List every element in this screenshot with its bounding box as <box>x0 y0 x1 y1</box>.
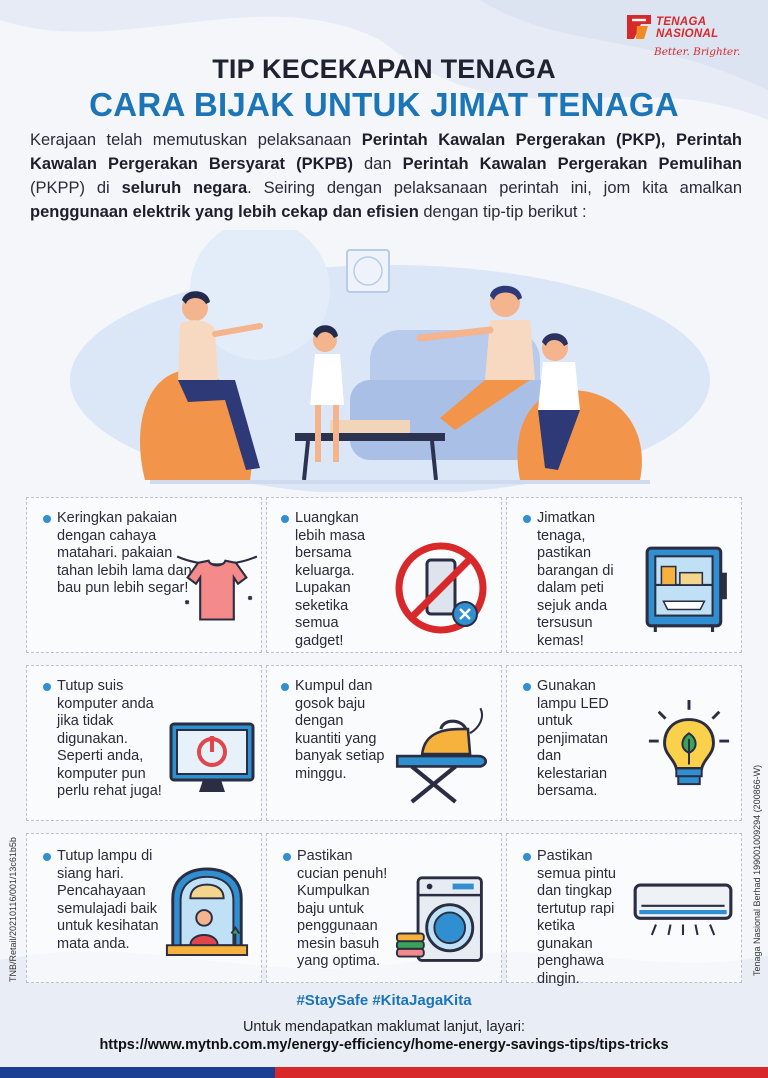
reference-code: TNB/Retail/20210116/001/13c61b5b <box>8 837 18 982</box>
tnb-logo-icon <box>624 12 654 42</box>
tip-text: Keringkan pakaian dengan cahaya matahari. pakaian tahan lebih lama dan bau pun lebih segar! <box>57 510 192 596</box>
tip-text: Tutup suis komputer anda jika tidak digunakan. Seperti anda, komputer pun perlu rehat juga! <box>57 678 175 801</box>
intro-text-1: Kerajaan telah memutuskan pelaksanaan <box>30 131 362 149</box>
intro-bold-4: penggunaan elektrik yang lebih cekap dan efisien <box>30 203 419 221</box>
intro-bold-2: Perintah Kawalan Pergerakan Pemulihan <box>402 155 742 173</box>
logo-slogan: Better. Brighter. <box>654 46 741 58</box>
shirt-drying-icon <box>175 546 259 630</box>
tip-card-6 <box>506 665 742 821</box>
tip-card-8 <box>266 833 502 983</box>
air-conditioner-icon <box>631 878 735 942</box>
tip-card-4 <box>26 665 262 821</box>
family-illustration <box>60 230 720 492</box>
no-phone-icon <box>391 538 491 638</box>
intro-text-3: (PKPP) di <box>30 179 122 197</box>
tip-card-5 <box>266 665 502 821</box>
washing-machine-icon <box>393 874 493 970</box>
tip-text: Jimatkan tenaga, pastikan barangan di dalam peti sejuk anda tersusun kemas! <box>537 510 632 650</box>
page-title: TIP KECEKAPAN TENAGA <box>212 54 556 84</box>
page-subtitle: CARA BIJAK UNTUK JIMAT TENAGA <box>89 86 679 123</box>
tip-text: Pastikan cucian penuh! Kumpulkan baju untuk penggunaan mesin basuh yang optima. <box>297 848 393 971</box>
logo-line2: NASIONAL <box>656 28 719 40</box>
tip-text: Kumpul dan gosok baju dengan kuantiti yang banyak setiap minggu. <box>295 678 393 783</box>
intro-text-4: . Seiring dengan pelaksanaan perintah ini, jom kita amalkan <box>247 179 743 197</box>
intro-bold-3: seluruh negara <box>121 179 248 197</box>
tip-text: Pastikan semua pintu dan tingkap tertutup rapi ketika gunakan penghawa dingin. <box>537 848 625 988</box>
logo-line1: TENAGA <box>656 16 707 28</box>
tip-card-2 <box>266 497 502 653</box>
tip-card-7 <box>26 833 262 983</box>
tip-card-3 <box>506 497 742 653</box>
intro-paragraph <box>30 128 742 224</box>
tip-card-1 <box>26 497 262 653</box>
bottom-color-bar <box>0 1067 768 1078</box>
intro-bold-1: Perintah Kawalan Pergerakan (PKP), Perintah Kawalan Pergerakan Bersyarat (PKPB) <box>30 131 742 173</box>
tip-text: Tutup lampu di siang hari. Pencahayaan semulajadi baik untuk kesihatan mata anda. <box>57 848 163 953</box>
tip-text: Luangkan lebih masa bersama keluarga. Lupakan seketika semua gadget! <box>295 510 390 650</box>
hashtags: #StaySafe #KitaJagaKita <box>296 992 472 1009</box>
intro-text-5: dengan tip-tip berikut : <box>418 203 587 221</box>
footer-url-link[interactable]: https://www.mytnb.com.my/energy-efficiency/home-energy-savings-tips/tips-tricks <box>99 1037 669 1053</box>
led-bulb-icon <box>645 696 733 794</box>
fridge-icon <box>641 542 733 634</box>
iron-board-icon <box>391 702 495 806</box>
computer-power-icon <box>167 714 257 804</box>
window-daylight-icon <box>163 862 251 962</box>
footer-info: Untuk mendapatkan maklumat lanjut, layari: <box>242 1019 526 1035</box>
tip-card-9 <box>506 833 742 987</box>
tip-text: Gunakan lampu LED untuk penjimatan dan kelestarian bersama. <box>537 678 627 801</box>
intro-text-2: dan <box>352 155 403 173</box>
company-registration: Tenaga Nasional Berhad 199001009294 (200866-W) <box>752 764 762 976</box>
